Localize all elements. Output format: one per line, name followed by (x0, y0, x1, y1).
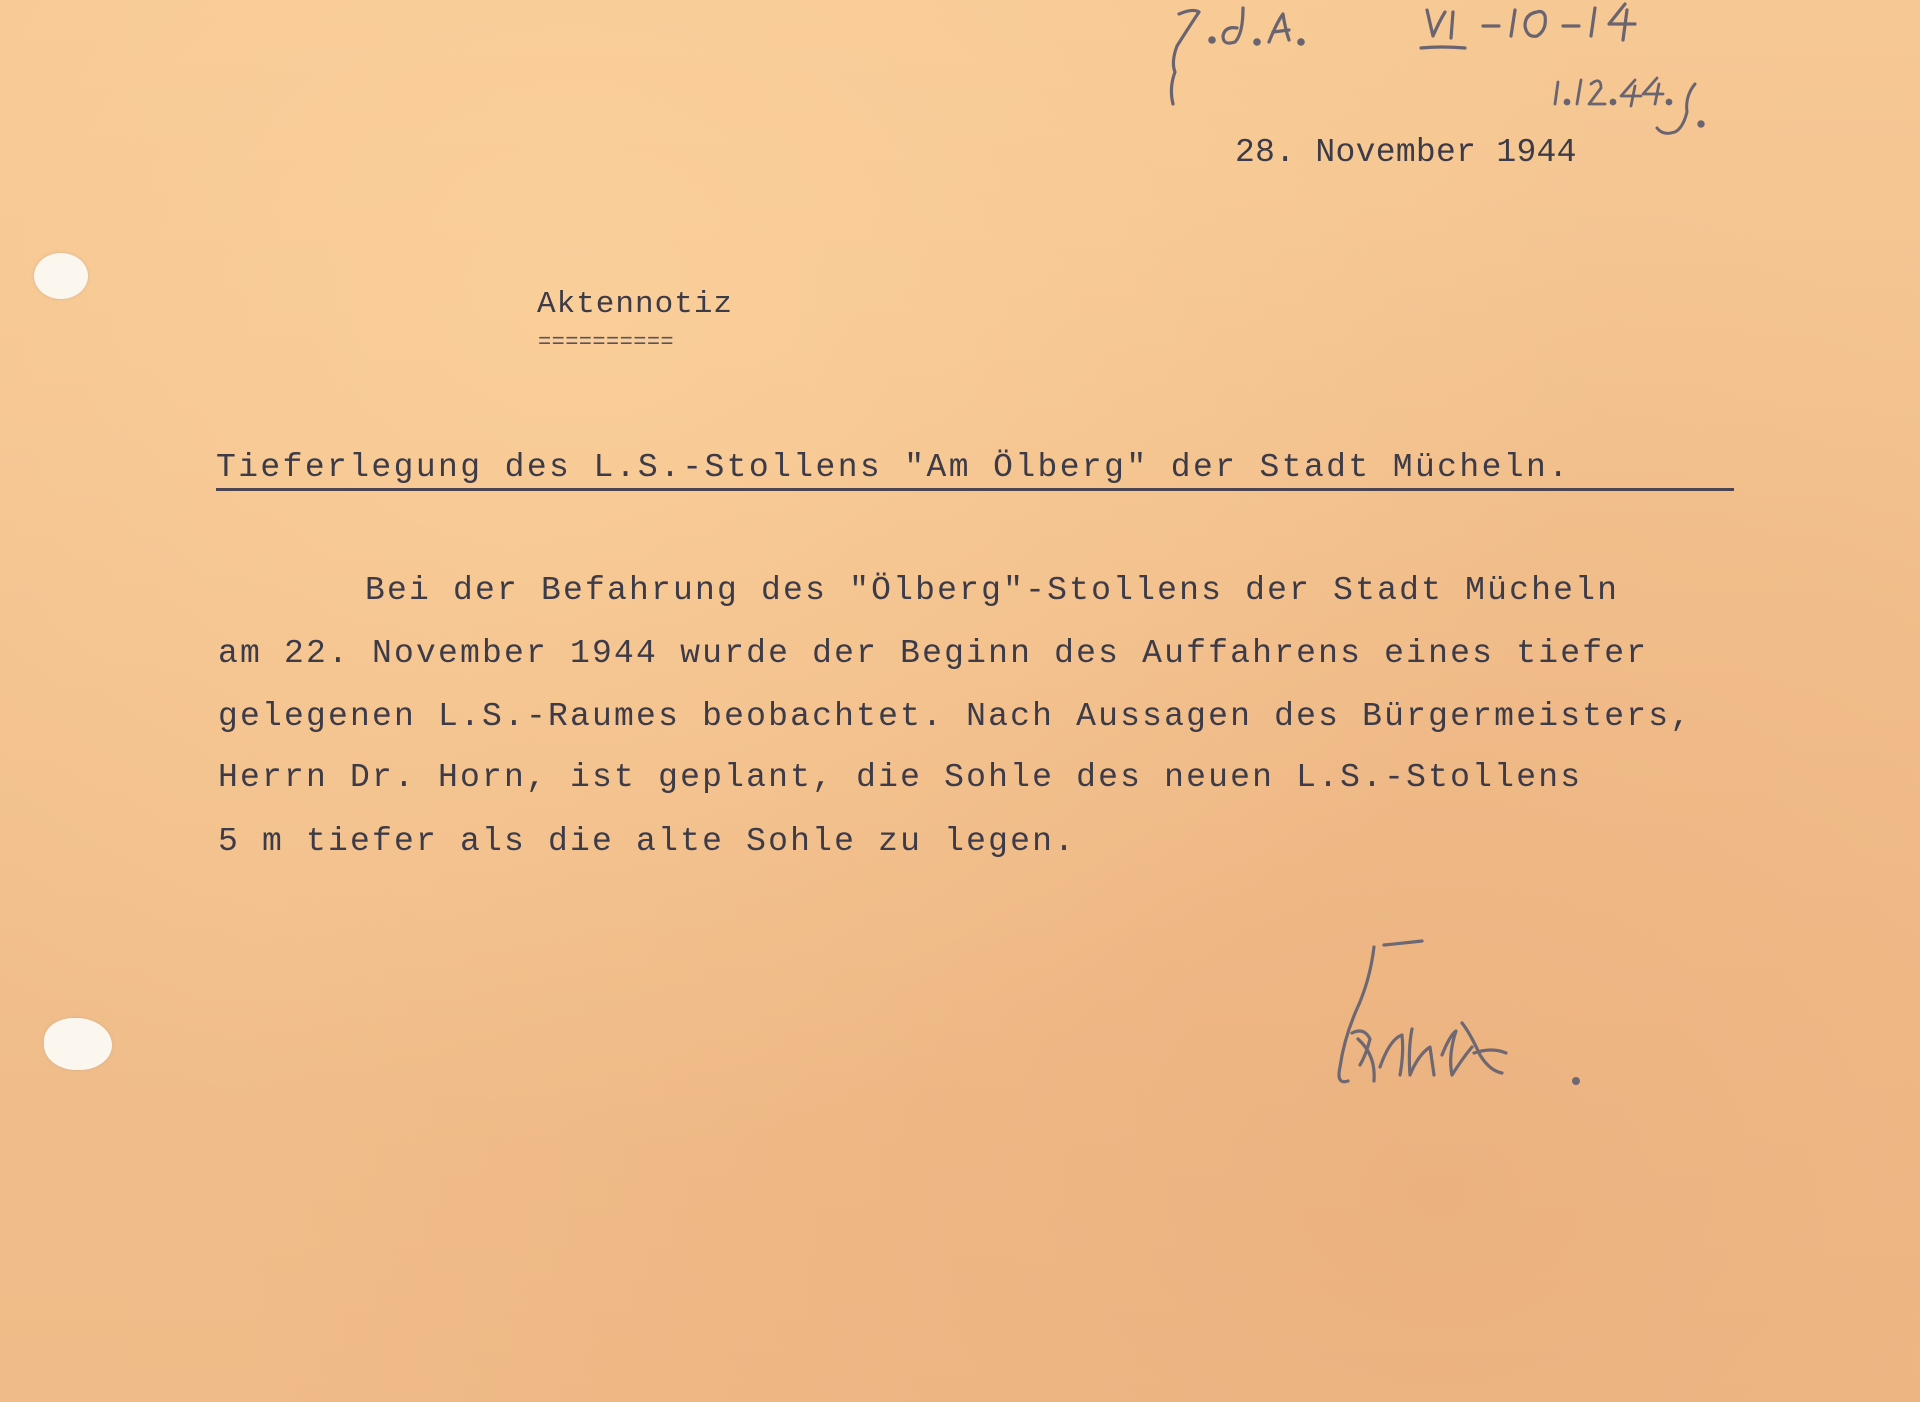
body-line-4: Herrn Dr. Horn, ist geplant, die Sohle des neuen L.S.-Stollens (218, 759, 1583, 796)
body-line-2: am 22. November 1944 wurde der Beginn des Auffahrens eines tiefer (218, 635, 1649, 672)
subject-underline (216, 488, 1734, 491)
document-heading: Aktennotiz (537, 287, 734, 322)
document-subject: Tieferlegung des L.S.-Stollens "Am Ölberg" der Stadt Mücheln. (216, 449, 1571, 486)
body-line-1: Bei der Befahrung des "Ölberg"-Stollens der Stadt Mücheln (365, 572, 1620, 609)
heading-double-underline: ========== (538, 330, 675, 355)
punch-hole-top (34, 253, 88, 299)
punch-hole-bottom (44, 1018, 112, 1070)
body-line-5: 5 m tiefer als die alte Sohle zu legen. (218, 823, 1077, 860)
document-date: 28. November 1944 (1235, 134, 1577, 171)
handwritten-filing-note (1165, 0, 1705, 110)
handwritten-signature (1330, 935, 1600, 1095)
body-line-3: gelegenen L.S.-Raumes beobachtet. Nach Aussagen des Bürgermeisters, (218, 698, 1693, 735)
